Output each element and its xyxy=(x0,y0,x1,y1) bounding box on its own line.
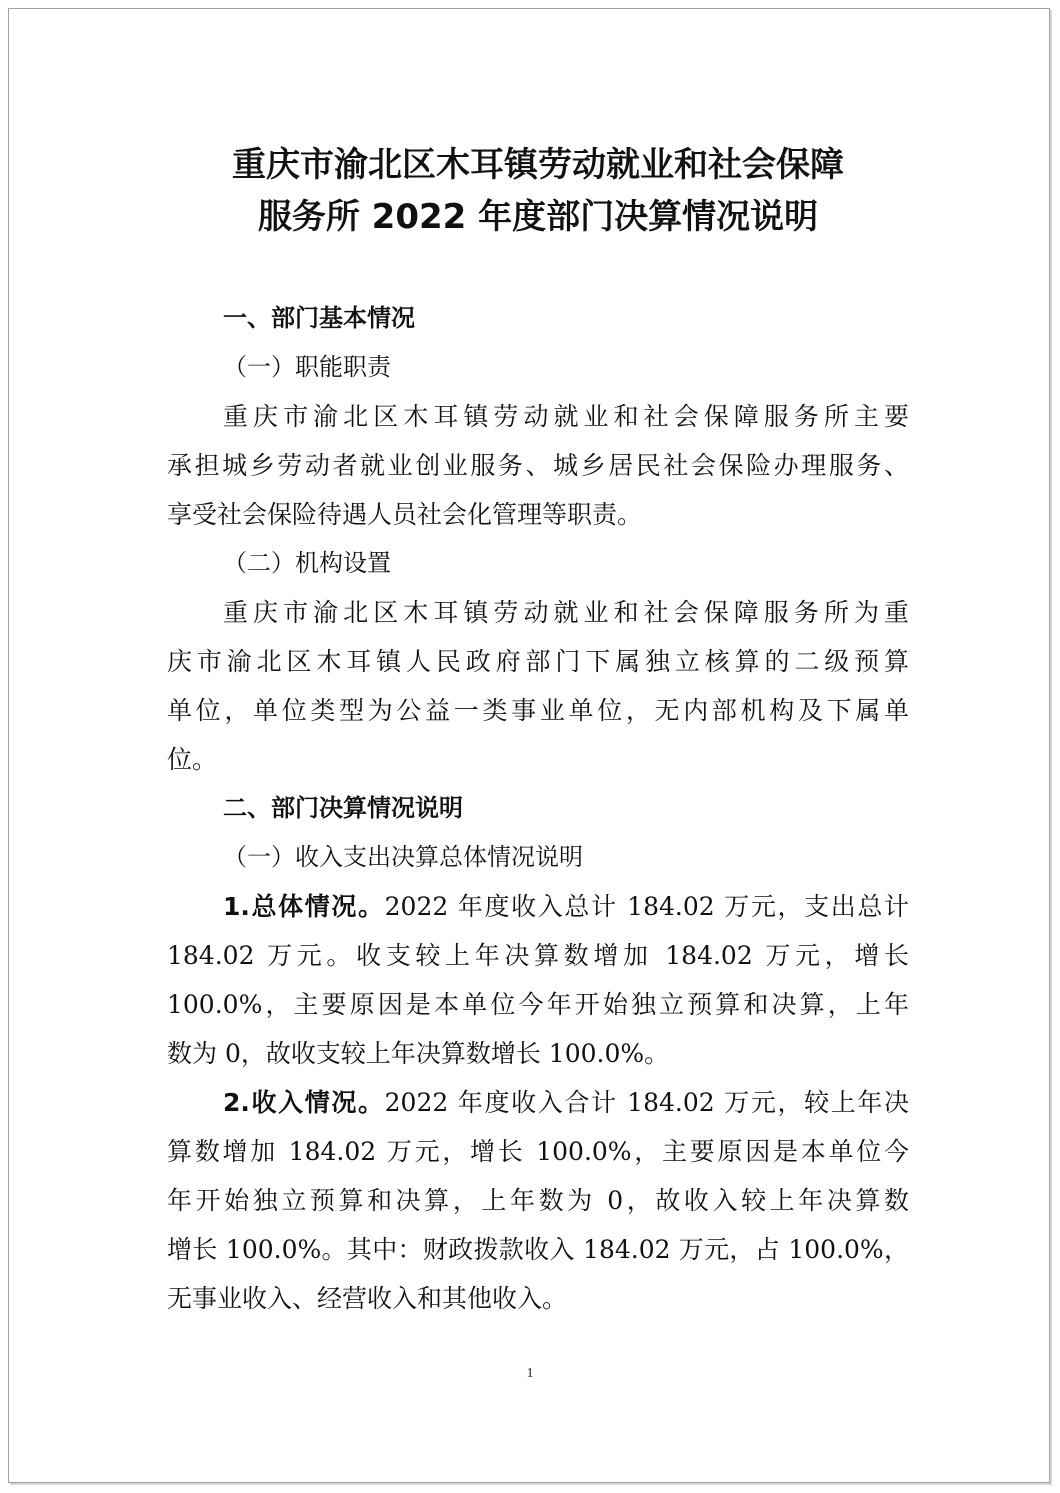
document-body xyxy=(167,294,909,1323)
paragraph-organization xyxy=(167,588,909,784)
paragraph-overall xyxy=(167,882,909,1078)
text-line: 承担城乡劳动者就业创业服务、城乡居民社会保险办理服务、 xyxy=(167,451,909,480)
subheading-income-expense-overview: （一）收入支出决算总体情况说明 xyxy=(223,843,583,871)
paragraph-lead: 2.收入情况。 xyxy=(223,1088,385,1117)
subheading-organization: （二）机构设置 xyxy=(223,549,391,577)
text-line: 单位，单位类型为公益一类事业单位，无内部机构及下属单 xyxy=(167,696,909,725)
paragraph-income xyxy=(167,1078,909,1323)
document-title xyxy=(167,139,909,243)
text-line: 年开始独立预算和决算，上年数为 0，故收入较上年决算数 xyxy=(167,1186,909,1215)
section-heading-basic-info: 一、部门基本情况 xyxy=(223,304,415,332)
text-line: 100.0%，主要原因是本单位今年开始独立预算和决算，上年 xyxy=(167,990,909,1019)
text-line: 重庆市渝北区木耳镇劳动就业和社会保障服务所为重 xyxy=(223,598,909,627)
text-line: 算数增加 184.02 万元，增长 100.0%，主要原因是本单位今 xyxy=(167,1137,909,1166)
paragraph-lead: 1.总体情况。 xyxy=(223,892,385,921)
text-line: 增长 100.0%。其中：财政拨款收入 184.02 万元，占 100.0%， xyxy=(167,1235,909,1264)
text-line: 无事业收入、经营收入和其他收入。 xyxy=(167,1284,568,1313)
document-page xyxy=(8,8,1050,1483)
title-line-2: 服务所 2022 年度部门决算情况说明 xyxy=(257,197,819,237)
text-span: 2022 年度收入总计 184.02 万元，支出总计 xyxy=(384,892,909,921)
page-number: 1 xyxy=(526,1366,534,1381)
text-span: 2022 年度收入合计 184.02 万元，较上年决 xyxy=(384,1088,909,1117)
title-line-1: 重庆市渝北区木耳镇劳动就业和社会保障 xyxy=(232,145,844,185)
subheading-functions: （一）职能职责 xyxy=(223,353,391,381)
text-line: 数为 0，故收支较上年决算数增长 100.0%。 xyxy=(167,1039,670,1068)
text-line: 位。 xyxy=(167,745,218,774)
text-line: 重庆市渝北区木耳镇劳动就业和社会保障服务所主要 xyxy=(223,402,909,431)
section-heading-final-accounts: 二、部门决算情况说明 xyxy=(223,794,463,822)
text-line: 庆市渝北区木耳镇人民政府部门下属独立核算的二级预算 xyxy=(167,647,909,676)
text-line: 184.02 万元。收支较上年决算数增加 184.02 万元，增长 xyxy=(167,941,909,970)
text-line: 享受社会保险待遇人员社会化管理等职责。 xyxy=(167,500,643,529)
paragraph-functions xyxy=(167,392,909,539)
text-line xyxy=(167,882,909,931)
text-line xyxy=(167,1078,909,1127)
